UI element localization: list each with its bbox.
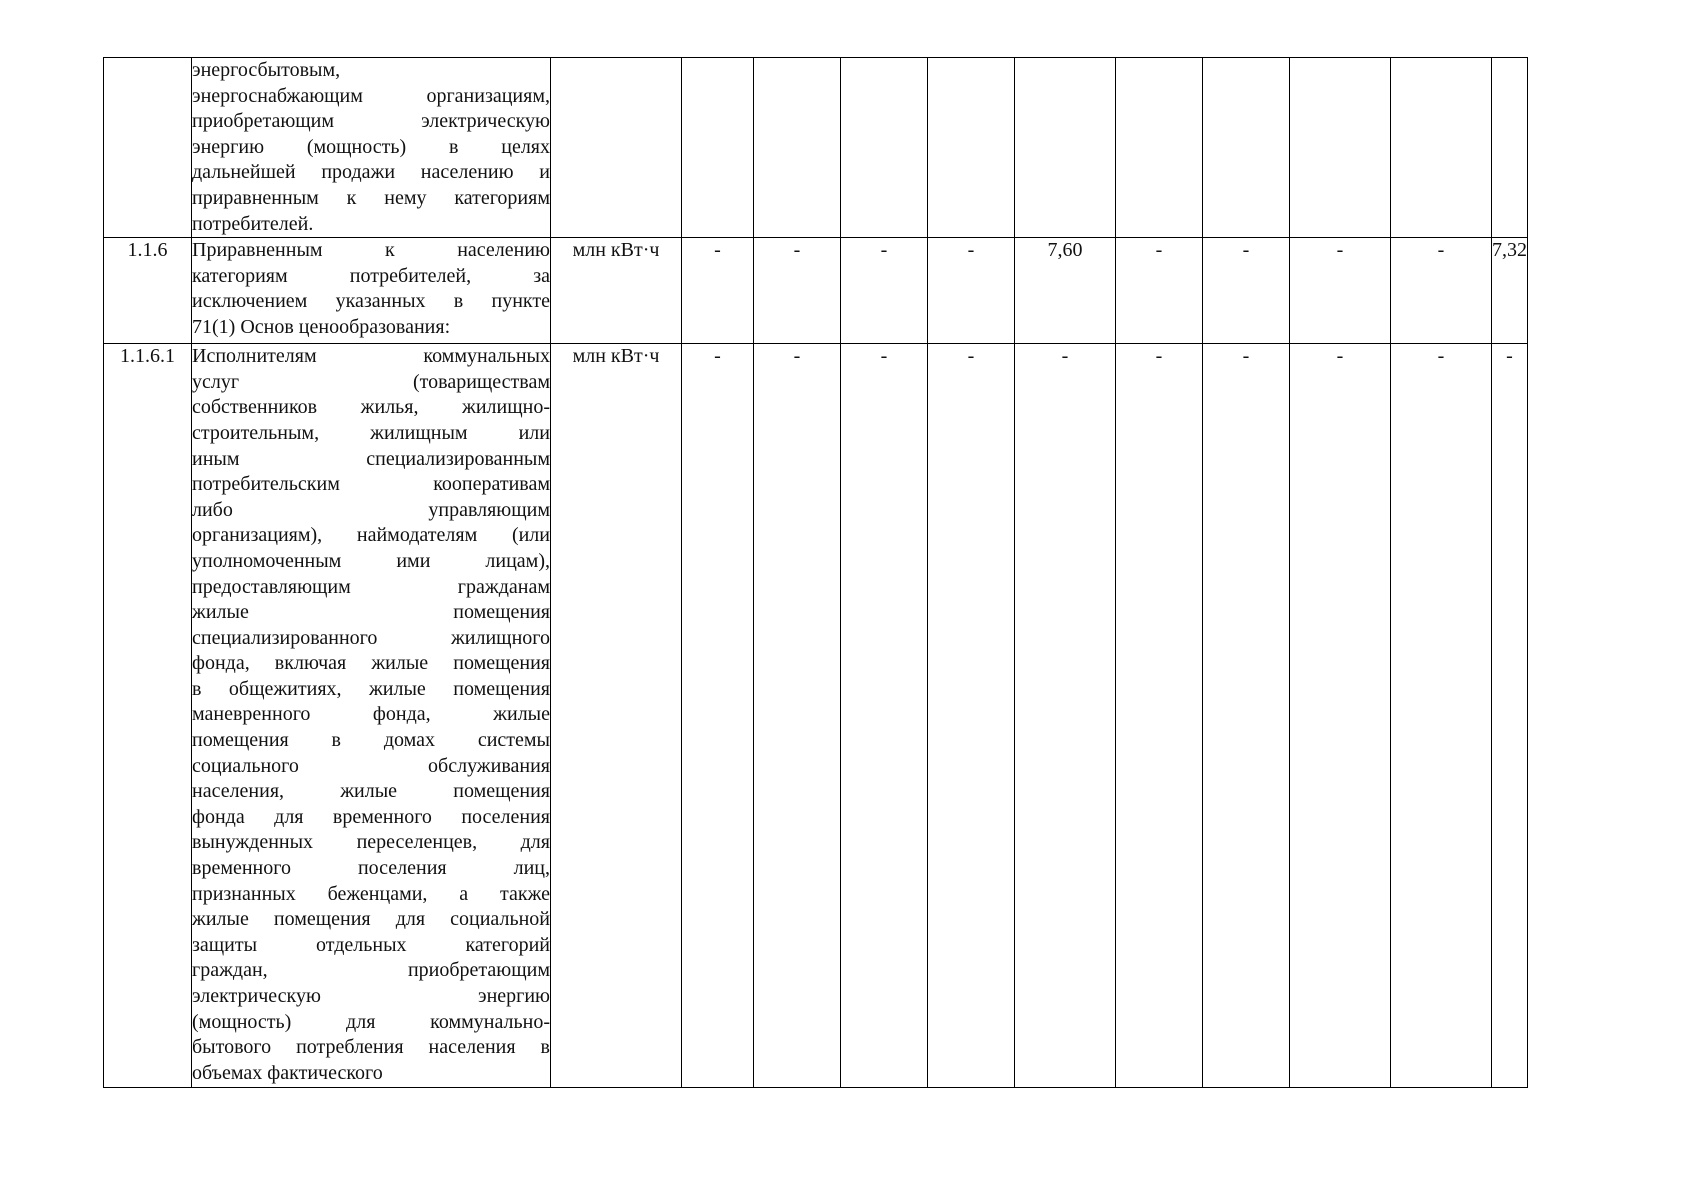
description-line: строительным, жилищным или	[192, 421, 550, 444]
description-line: исключением указанных в пункте	[192, 290, 550, 313]
description-line: уполномоченным ими лицам),	[192, 549, 550, 572]
description-line: временного поселения лиц,	[192, 857, 550, 880]
row-description	[192, 238, 551, 344]
description-line: собственников жилья, жилищно-	[192, 396, 550, 419]
description-line: электрическую энергию	[192, 985, 550, 1007]
unit-cell: млн кВт·ч	[551, 344, 682, 1088]
description-line: приобретающим электрическую	[192, 110, 550, 133]
description-line: услуг (товариществам	[192, 370, 550, 393]
description-line: жилые помещения для социальной	[192, 908, 550, 931]
value-cell: 7,60	[1015, 238, 1116, 344]
value-cell: -	[1203, 344, 1290, 1088]
value-cell: -	[1116, 238, 1203, 344]
description-line: 71(1) Основ ценообразования:	[192, 315, 451, 338]
value-cell: -	[1492, 344, 1528, 1088]
value-cell: -	[928, 238, 1015, 344]
description-line: дальнейшей продажи населению и	[192, 161, 550, 184]
description-line: энергоснабжающим организациям,	[192, 84, 550, 107]
value-cell	[1116, 58, 1203, 238]
value-cell	[1391, 58, 1492, 238]
description-line: энергосбытовым,	[192, 59, 341, 81]
description-line: предоставляющим гражданам	[192, 575, 550, 598]
value-cell: -	[754, 344, 841, 1088]
row-number: 1.1.6.1	[104, 344, 192, 1088]
value-cell: -	[1290, 238, 1391, 344]
description-line: либо управляющим	[192, 498, 550, 521]
value-cell: -	[1391, 344, 1492, 1088]
description-line: Исполнителям коммунальных	[192, 345, 550, 368]
description-line: Приравненным к населению	[192, 239, 550, 262]
value-cell: -	[841, 238, 928, 344]
value-cell: -	[754, 238, 841, 344]
description-line: потребителей.	[192, 212, 314, 235]
table-row	[104, 58, 1528, 238]
description-line: иным специализированным	[192, 447, 550, 470]
description-line: маневренного фонда, жилые	[192, 703, 550, 726]
description-line: фонда для временного поселения	[192, 805, 550, 828]
value-cell	[928, 58, 1015, 238]
description-line: бытового потребления населения в	[192, 1036, 550, 1059]
description-line: энергию (мощность) в целях	[192, 135, 550, 158]
value-cell: -	[928, 344, 1015, 1088]
value-cell: -	[1116, 344, 1203, 1088]
value-cell	[682, 58, 754, 238]
row-description	[192, 344, 551, 1088]
value-cell	[1203, 58, 1290, 238]
row-number: 1.1.6	[104, 238, 192, 344]
table-row	[104, 238, 1528, 344]
value-cell	[754, 58, 841, 238]
value-cell: -	[1391, 238, 1492, 344]
row-number	[104, 58, 192, 238]
description-line: приравненным к нему категориям	[192, 186, 550, 209]
value-cell: -	[682, 344, 754, 1088]
value-cell: -	[841, 344, 928, 1088]
description-line: населения, жилые помещения	[192, 780, 550, 803]
description-line: потребительским кооперативам	[192, 473, 550, 496]
description-line: помещения в домах системы	[192, 729, 550, 752]
unit-cell	[551, 58, 682, 238]
description-line: социального обслуживания	[192, 754, 550, 777]
value-cell: -	[1203, 238, 1290, 344]
description-line: специализированного жилищного	[192, 626, 550, 649]
value-cell	[1290, 58, 1391, 238]
value-cell: -	[682, 238, 754, 344]
description-line: защиты отдельных категорий	[192, 933, 550, 956]
description-line: организациям), наймодателям (или	[192, 524, 550, 547]
description-line: (мощность) для коммунально-	[192, 1010, 550, 1033]
table-row	[104, 344, 1528, 1088]
description-line: объемах фактического	[192, 1061, 383, 1084]
description-line: граждан, приобретающим	[192, 959, 550, 982]
value-cell	[1492, 58, 1528, 238]
tariff-volume-table	[103, 57, 1528, 1088]
value-cell: 7,32	[1492, 238, 1528, 344]
description-line: категориям потребителей, за	[192, 264, 550, 287]
description-line: признанных беженцами, а также	[192, 882, 550, 905]
description-line: вынужденных переселенцев, для	[192, 831, 550, 854]
row-description	[192, 58, 551, 238]
unit-cell: млн кВт·ч	[551, 238, 682, 344]
value-cell: -	[1015, 344, 1116, 1088]
value-cell	[841, 58, 928, 238]
description-line: жилые помещения	[192, 601, 550, 624]
value-cell: -	[1290, 344, 1391, 1088]
description-line: фонда, включая жилые помещения	[192, 652, 550, 675]
value-cell	[1015, 58, 1116, 238]
description-line: в общежитиях, жилые помещения	[192, 677, 550, 700]
